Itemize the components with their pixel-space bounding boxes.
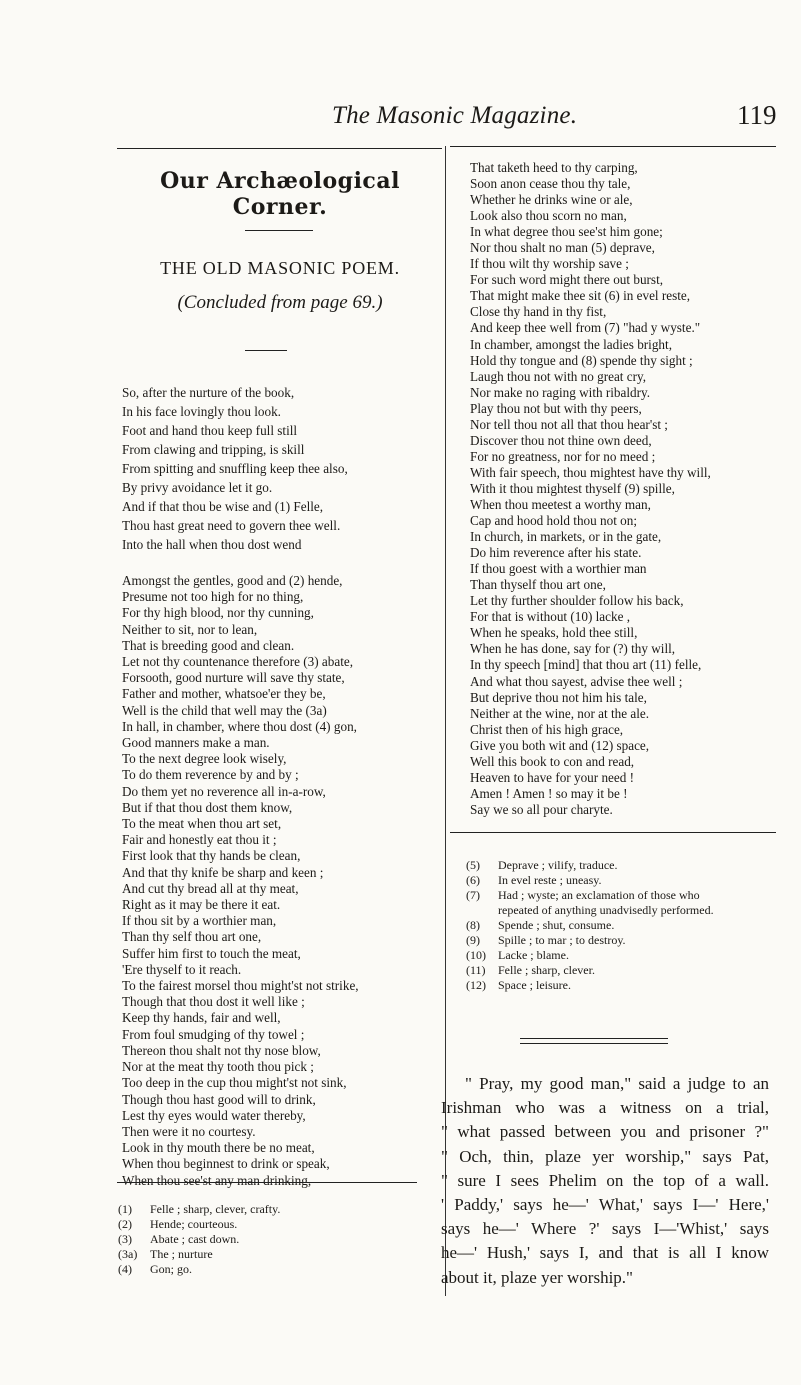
poem-line: With fair speech, thou mightest have thy will, — [470, 464, 711, 480]
poem-line: Foot and hand thou keep full still — [122, 423, 298, 438]
footnote-marker: (8) — [466, 918, 480, 932]
poem-line: When thou see'st any man drinking, — [122, 1172, 312, 1188]
footnote-text: Deprave ; vilify, traduce. — [498, 858, 618, 872]
poem-line: Say we so all pour charyte. — [470, 801, 613, 817]
poem-line: Than thy self thou art one, — [122, 929, 262, 945]
footnote-marker: (7) — [466, 888, 480, 902]
poem-line: For that is without (10) lacke , — [470, 609, 631, 625]
poem-line: Christ then of his high grace, — [470, 721, 624, 737]
footnote-text: Gon; go. — [150, 1262, 192, 1276]
footnote — [466, 948, 714, 963]
poem-line: Into the hall when thou dost wend — [122, 537, 302, 552]
poem-line: If thou wilt thy worship save ; — [470, 256, 629, 272]
footnote — [466, 858, 714, 873]
poem-line: Right as it may be there it eat. — [122, 897, 281, 913]
poem-line: Good manners make a man. — [122, 735, 270, 751]
poem-line: Play thou not but with thy peers, — [470, 400, 642, 416]
poem-line: From clawing and tripping, is skill — [122, 442, 305, 457]
footnote — [466, 888, 714, 903]
footnote-marker: (10) — [466, 948, 486, 962]
poem-line: Hold thy tongue and (8) spende thy sight ; — [470, 352, 693, 368]
footnote — [118, 1247, 280, 1262]
section-title: Our Archæological Corner. — [160, 168, 400, 220]
poem-line: Forsooth, good nurture will save thy state, — [122, 670, 345, 686]
anecdote-rule — [520, 1038, 668, 1039]
anecdote-line: " Pray, my good man," said a judge to an — [465, 1074, 769, 1093]
anecdote-line: " Och, thin, plaze yer worship," says Pat, — [441, 1146, 769, 1166]
poem-line: For thy high blood, nor thy cunning, — [122, 605, 314, 621]
poem-line: Close thy hand in thy fist, — [470, 304, 607, 320]
poem-line: But deprive thou not him his tale, — [470, 689, 647, 705]
header-rule-right — [450, 146, 776, 147]
poem-line: So, after the nurture of the book, — [122, 385, 295, 400]
footnote-text: Abate ; cast down. — [150, 1232, 240, 1246]
poem-line: Well is the child that well may the (3a) — [122, 702, 327, 718]
page-number: 119 — [737, 100, 777, 130]
poem-left-column-part-b — [122, 573, 442, 1189]
footnote-marker: (3a) — [118, 1247, 138, 1261]
footnote-text: Had ; wyste; an exclamation of those who — [498, 888, 700, 902]
poem-line: Well this book to con and read, — [470, 753, 635, 769]
poem-line: Let thy further shoulder follow his back, — [470, 593, 684, 609]
poem-line: In his face lovingly thou look. — [122, 404, 281, 419]
poem-line: In church, in markets, or in the gate, — [470, 529, 662, 545]
poem-line: And keep thee well from (7) "had y wyste." — [470, 320, 701, 336]
poem-line: Thou hast great need to govern thee well. — [122, 518, 341, 533]
poem-line: In chamber, amongst the ladies bright, — [470, 336, 672, 352]
poem-line: First look that thy hands be clean, — [122, 848, 301, 864]
footnote — [466, 873, 714, 888]
poem-line: Soon anon cease thou thy tale, — [470, 176, 631, 192]
poem-line: When thou beginnest to drink or speak, — [122, 1156, 330, 1172]
anecdote-line: ' Paddy,' says he—' What,' says I—' Here,' — [441, 1195, 769, 1215]
poem-line: But if that thou dost them know, — [122, 799, 293, 815]
footnote-text: repeated of anything unadvisedly performed. — [498, 903, 714, 917]
anecdote-rule-double — [520, 1043, 668, 1044]
poem-line: Heaven to have for your need ! — [470, 769, 635, 785]
footnote-text: Spende ; shut, consume. — [498, 918, 615, 932]
footnote — [118, 1202, 280, 1217]
poem-line: That might make thee sit (6) in evel reste, — [470, 288, 691, 304]
footnote-marker: (11) — [466, 963, 486, 977]
poem-line: Laugh thou not with no great cry, — [470, 368, 647, 384]
poem-line: And if that thou be wise and (1) Felle, — [122, 499, 324, 514]
poem-line: Then were it no courtesy. — [122, 1123, 256, 1139]
poem-line: That is breeding good and clean. — [122, 637, 295, 653]
poem-line: Do him reverence after his state. — [470, 545, 642, 561]
header-rule-left — [117, 148, 442, 149]
poem-subtitle: (Concluded from page 69.) — [177, 292, 383, 313]
poem-line: Though thou hast good will to drink, — [122, 1091, 316, 1107]
poem-line: In hall, in chamber, where thou dost (4) gon, — [122, 718, 357, 734]
poem-line: Let not thy countenance therefore (3) abate, — [122, 654, 354, 670]
poem-line: Cap and hood hold thou not on; — [470, 513, 638, 529]
subtitle-rule — [245, 350, 287, 351]
poem-line: Nor at the meat thy tooth thou pick ; — [122, 1059, 314, 1075]
footnote-text: Space ; leisure. — [498, 978, 571, 992]
poem-line: When he has done, say for (?) thy will, — [470, 641, 676, 657]
poem-left-column-part-a — [122, 383, 442, 554]
poem-line: Suffer him first to touch the meat, — [122, 945, 301, 961]
poem-title: THE OLD MASONIC POEM. — [160, 258, 400, 278]
anecdote-line: Irishman who was a witness on a trial, — [441, 1098, 769, 1118]
poem-line: With it thou mightest thyself (9) spille, — [470, 480, 675, 496]
footnote — [118, 1262, 280, 1277]
poem-line: That taketh heed to thy carping, — [470, 160, 638, 175]
title-rule — [245, 230, 313, 231]
poem-line: To the fairest morsel thou might'st not strike, — [122, 978, 359, 994]
poem-line: If thou sit by a worthier man, — [122, 913, 277, 929]
poem-line: For no greatness, nor for no meed ; — [470, 448, 656, 464]
poem-line: Neither to sit, nor to lean, — [122, 621, 258, 637]
footnote — [466, 918, 714, 933]
footnote-text: Felle ; sharp, clever. — [498, 963, 595, 977]
poem-line: Whether he drinks wine or ale, — [470, 192, 633, 208]
poem-line: Father and mother, whatsoe'er they be, — [122, 686, 326, 702]
footnote-text: Felle ; sharp, clever, crafty. — [150, 1202, 281, 1216]
anecdote-line: " sure I sees Phelim on the top of a wall. — [441, 1170, 769, 1190]
footnotes-left — [118, 1202, 280, 1277]
footnote — [466, 903, 714, 918]
poem-line: Thereon thou shalt not thy nose blow, — [122, 1042, 321, 1058]
poem-line: And cut thy bread all at thy meat, — [122, 880, 299, 896]
anecdote-paragraph — [441, 1072, 769, 1290]
poem-line: And what thou sayest, advise thee well ; — [470, 673, 683, 689]
footnote-rule-right — [450, 832, 776, 833]
footnotes-right — [466, 858, 714, 993]
poem-line: Too deep in the cup thou might'st not sink, — [122, 1075, 347, 1091]
poem-line: For such word might there out burst, — [470, 272, 664, 288]
poem-line: Lest thy eyes would water thereby, — [122, 1107, 306, 1123]
footnote — [466, 978, 714, 993]
poem-line: From spitting and snuffling keep thee also, — [122, 461, 348, 476]
footnote — [118, 1217, 280, 1232]
footnote-marker: (5) — [466, 858, 480, 872]
poem-line: Presume not too high for no thing, — [122, 589, 304, 605]
poem-line: Than thyself thou art one, — [470, 577, 606, 593]
poem-line: When he speaks, hold thee still, — [470, 625, 638, 641]
poem-right-column — [470, 160, 780, 818]
poem-line: Give you both wit and (12) space, — [470, 737, 650, 753]
footnote — [118, 1232, 280, 1247]
footnote-marker: (3) — [118, 1232, 132, 1246]
poem-line: Amen ! Amen ! so may it be ! — [470, 785, 628, 801]
footnote-marker: (12) — [466, 978, 486, 992]
footnote-marker: (4) — [118, 1262, 132, 1276]
poem-line: Look in thy mouth there be no meat, — [122, 1140, 315, 1156]
poem-line: Neither at the wine, nor at the ale. — [470, 705, 650, 721]
poem-line: In what degree thou see'st him gone; — [470, 224, 663, 240]
footnote-text: In evel reste ; uneasy. — [498, 873, 602, 887]
footnote-text: Hende; courteous. — [150, 1217, 238, 1231]
poem-line: If thou goest with a worthier man — [470, 561, 647, 577]
poem-line: 'Ere thyself to it reach. — [122, 961, 242, 977]
running-title: The Masonic Magazine. — [332, 102, 578, 129]
poem-line: From foul smudging of thy towel ; — [122, 1026, 305, 1042]
poem-line: Amongst the gentles, good and (2) hende, — [122, 573, 343, 588]
poem-line: To do them reverence by and by ; — [122, 767, 299, 783]
poem-line: When thou meetest a worthy man, — [470, 496, 651, 512]
footnote-marker: (2) — [118, 1217, 132, 1231]
poem-line: Nor thou shalt no man (5) deprave, — [470, 240, 655, 256]
anecdote-line: he—' Hush,' says I, and that is all I know — [441, 1243, 769, 1263]
poem-line: Nor tell thou not all that thou hear'st ; — [470, 416, 668, 432]
poem-line: Nor make no raging with ribaldry. — [470, 384, 651, 400]
footnote-rule-left — [117, 1182, 417, 1183]
footnote — [466, 963, 714, 978]
footnote-text: The ; nurture — [150, 1247, 213, 1261]
footnote-marker: (9) — [466, 933, 480, 947]
anecdote-line: about it, plaze yer worship." — [441, 1267, 633, 1287]
poem-line: Look also thou scorn no man, — [470, 208, 627, 224]
footnote-marker: (6) — [466, 873, 480, 887]
poem-line: In thy speech [mind] that thou art (11) felle, — [470, 657, 702, 673]
footnote-text: Spille ; to mar ; to destroy. — [498, 933, 626, 947]
footnote-text: Lacke ; blame. — [498, 948, 569, 962]
poem-line: To the next degree look wisely, — [122, 751, 287, 767]
poem-line: Do them yet no reverence all in-a-row, — [122, 783, 326, 799]
anecdote-line: says he—' Where ?' says I—'Whist,' says — [441, 1219, 769, 1239]
poem-line: Fair and honestly eat thou it ; — [122, 832, 277, 848]
poem-line: Though that thou dost it well like ; — [122, 994, 305, 1010]
poem-line: Discover thou not thine own deed, — [470, 432, 652, 448]
footnote-marker: (1) — [118, 1202, 132, 1216]
poem-line: To the meat when thou art set, — [122, 816, 282, 832]
poem-line: And that thy knife be sharp and keen ; — [122, 864, 324, 880]
anecdote-line: " what passed between you and prisoner ?" — [441, 1122, 769, 1142]
poem-line: Keep thy hands, fair and well, — [122, 1010, 281, 1026]
poem-line: By privy avoidance let it go. — [122, 480, 273, 495]
footnote — [466, 933, 714, 948]
